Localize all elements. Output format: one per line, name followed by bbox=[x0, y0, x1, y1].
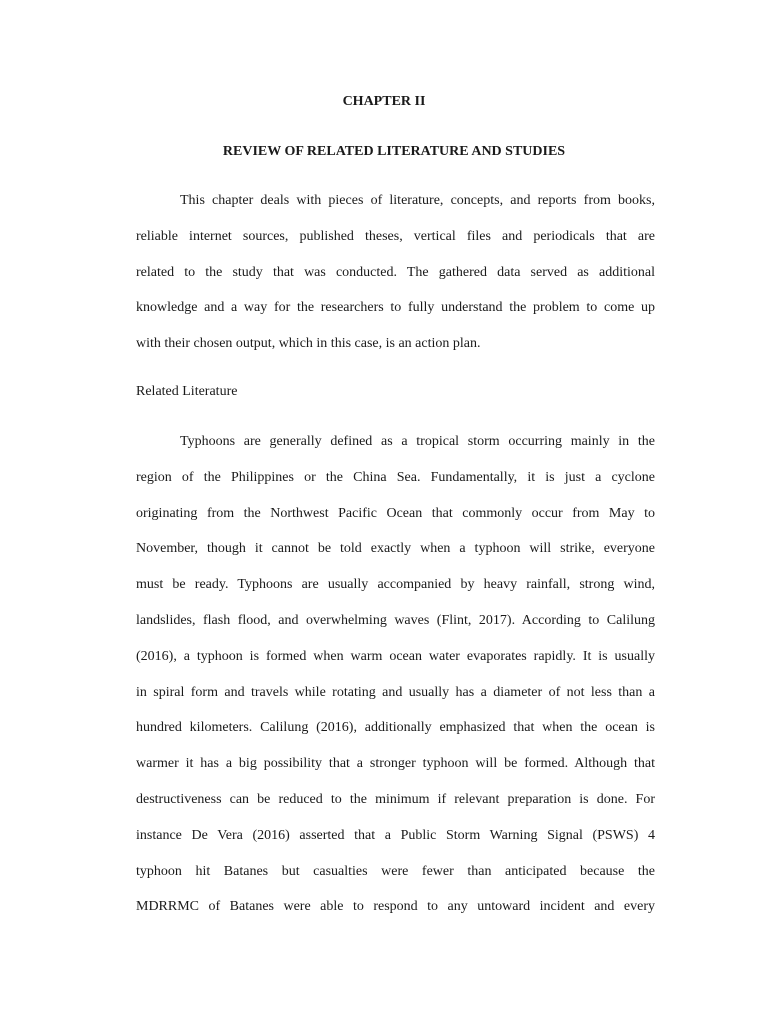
paragraph-line: in spiral form and travels while rotating and usually has a diameter of not less than a bbox=[136, 684, 655, 700]
paragraph-line: instance De Vera (2016) asserted that a Public Storm Warning Signal (PSWS) 4 bbox=[136, 827, 655, 843]
paragraph-line: reliable internet sources, published theses, vertical files and periodicals that are bbox=[136, 228, 655, 244]
paragraph-line: landslides, flash flood, and overwhelming waves (Flint, 2017). According to Calilung bbox=[136, 612, 655, 628]
paragraph-line: warmer it has a big possibility that a stronger typhoon will be formed. Although that bbox=[136, 756, 655, 772]
chapter-label: CHAPTER II bbox=[342, 94, 426, 109]
literature-paragraph bbox=[136, 424, 655, 925]
paragraph-line: knowledge and a way for the researchers to fully understand the problem to come up bbox=[136, 300, 655, 316]
section-heading: Related Literature bbox=[136, 384, 238, 399]
paragraph-line: (2016), a typhoon is formed when warm ocean water evaporates rapidly. It is usually bbox=[136, 648, 655, 664]
paragraph-line: November, though it cannot be told exactly when a typhoon will strike, everyone bbox=[136, 541, 655, 557]
paragraph-line: This chapter deals with pieces of literature, concepts, and reports from books, bbox=[180, 193, 655, 208]
paragraph-line: destructiveness can be reduced to the minimum if relevant preparation is done. For bbox=[136, 791, 655, 807]
paragraph-line: hundred kilometers. Calilung (2016), additionally emphasized that when the ocean is bbox=[136, 720, 655, 736]
paragraph-line: must be ready. Typhoons are usually accompanied by heavy rainfall, strong wind, bbox=[136, 577, 655, 593]
paragraph-line: MDRRMC of Batanes were able to respond to any untoward incident and every bbox=[136, 899, 655, 915]
paragraph-line: typhoon hit Batanes but casualties were fewer than anticipated because the bbox=[136, 863, 655, 879]
paragraph-line: region of the Philippines or the China Sea. Fundamentally, it is just a cyclone bbox=[136, 469, 655, 485]
paragraph-line: Typhoons are generally defined as a tropical storm occurring mainly in the bbox=[180, 434, 655, 449]
paragraph-line: with their chosen output, which in this case, is an action plan. bbox=[136, 336, 481, 352]
chapter-title: REVIEW OF RELATED LITERATURE AND STUDIES bbox=[222, 144, 566, 159]
paragraph-line: related to the study that was conducted. The gathered data served as additional bbox=[136, 264, 655, 280]
paragraph-line: originating from the Northwest Pacific Ocean that commonly occur from May to bbox=[136, 505, 655, 521]
intro-paragraph bbox=[136, 183, 655, 362]
